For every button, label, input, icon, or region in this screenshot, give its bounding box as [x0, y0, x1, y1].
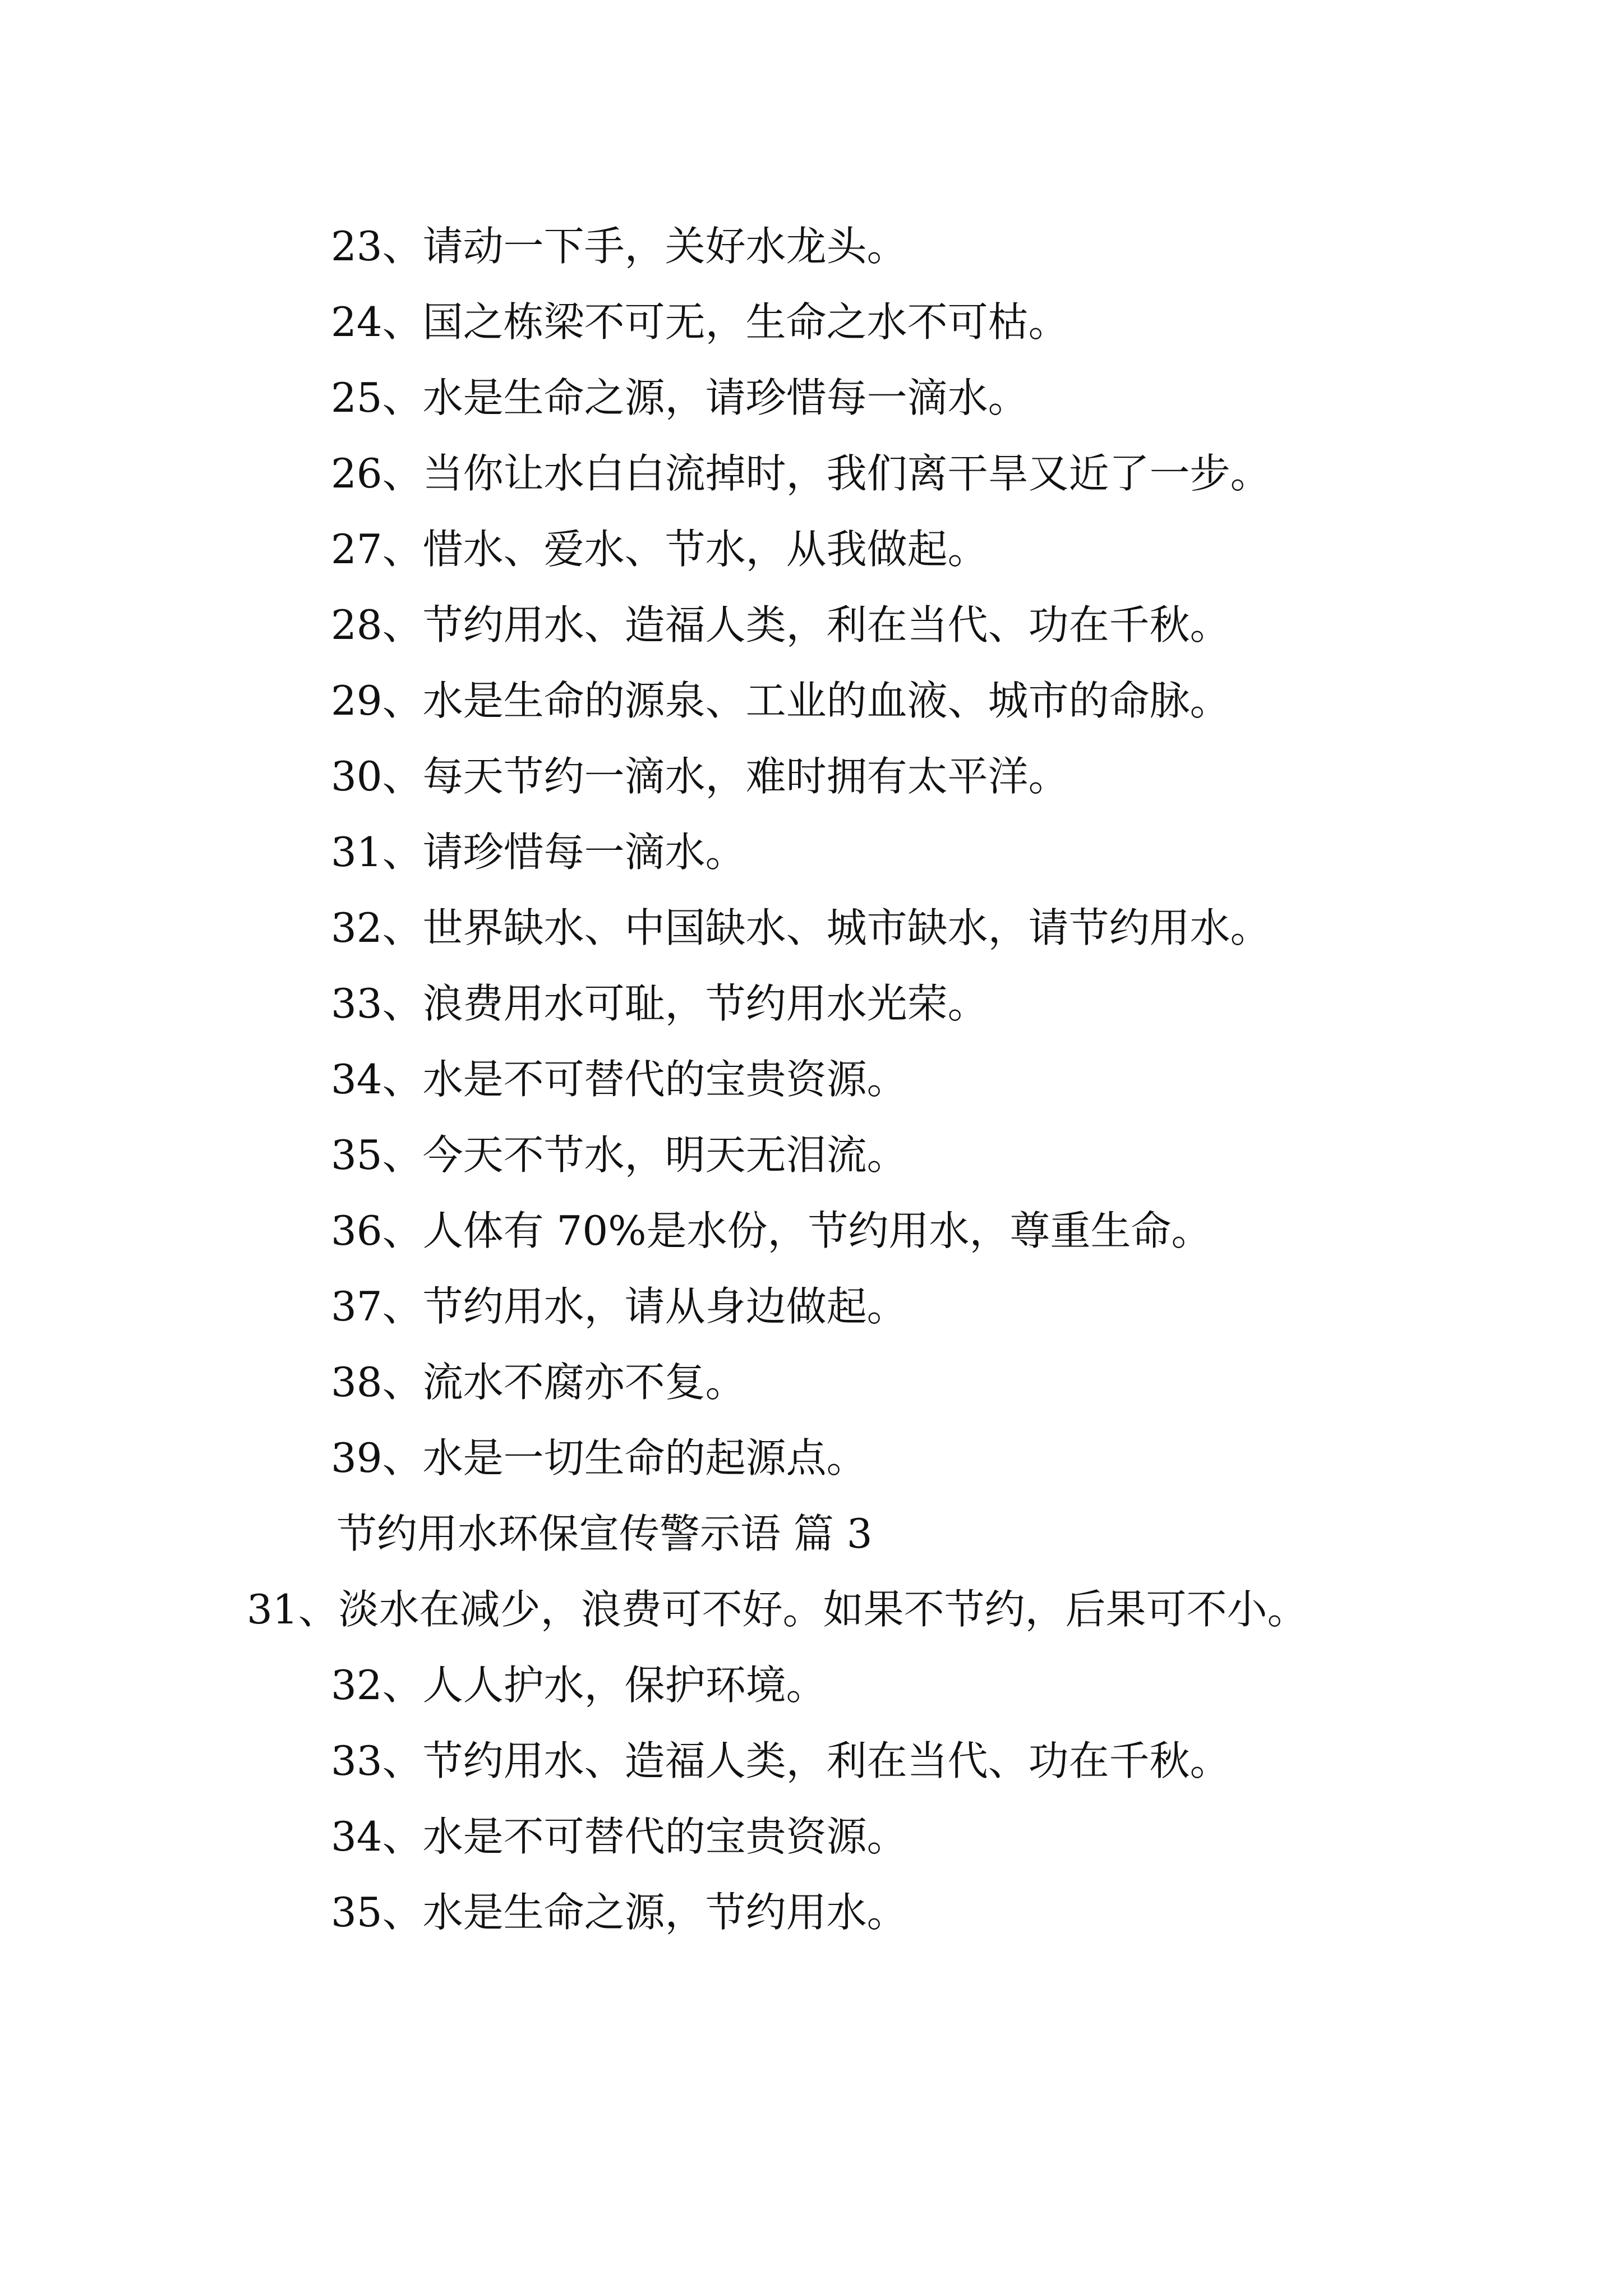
list-item: 31、请珍惜每一滴水。 [331, 829, 746, 876]
list-item: 23、请动一下手，关好水龙头。 [331, 223, 907, 270]
list-item: 38、流水不腐亦不复。 [331, 1359, 746, 1406]
list-item: 34、水是不可替代的宝贵资源。 [331, 1056, 907, 1103]
list-item: 39、水是一切生命的起源点。 [331, 1434, 867, 1481]
list-item: 26、当你让水白白流掉时，我们离干旱又近了一步。 [331, 450, 1271, 497]
list-item: 37、节约用水，请从身边做起。 [331, 1283, 907, 1330]
list-item: 33、节约用水、造福人类，利在当代、功在千秋。 [331, 1737, 1230, 1784]
list-item: 34、水是不可替代的宝贵资源。 [331, 1813, 907, 1860]
list-item: 31、淡水在减少，浪费可不好。如果不节约，后果可不小。 [247, 1586, 1308, 1633]
list-item: 32、世界缺水、中国缺水、城市缺水，请节约用水。 [331, 904, 1271, 951]
list-item: 35、水是生命之源，节约用水。 [331, 1889, 907, 1936]
list-item: 36、人体有 70%是水份，节约用水，尊重生命。 [331, 1207, 1212, 1254]
section-heading: 节约用水环保宣传警示语 篇 3 [336, 1510, 873, 1557]
list-item: 30、每天节约一滴水，难时拥有太平洋。 [331, 753, 1069, 800]
list-item: 29、水是生命的源泉、工业的血液、城市的命脉。 [331, 677, 1230, 724]
list-item: 25、水是生命之源，请珍惜每一滴水。 [331, 374, 1029, 421]
list-item: 32、人人护水，保护环境。 [331, 1662, 827, 1709]
list-item: 28、节约用水、造福人类，利在当代、功在千秋。 [331, 601, 1230, 648]
list-item: 35、今天不节水，明天无泪流。 [331, 1131, 907, 1179]
list-item: 27、惜水、爱水、节水，从我做起。 [331, 526, 988, 573]
list-item: 33、浪费用水可耻，节约用水光荣。 [331, 980, 988, 1027]
list-item: 24、国之栋梁不可无，生命之水不可枯。 [331, 298, 1069, 346]
document-body [247, 209, 1391, 1950]
